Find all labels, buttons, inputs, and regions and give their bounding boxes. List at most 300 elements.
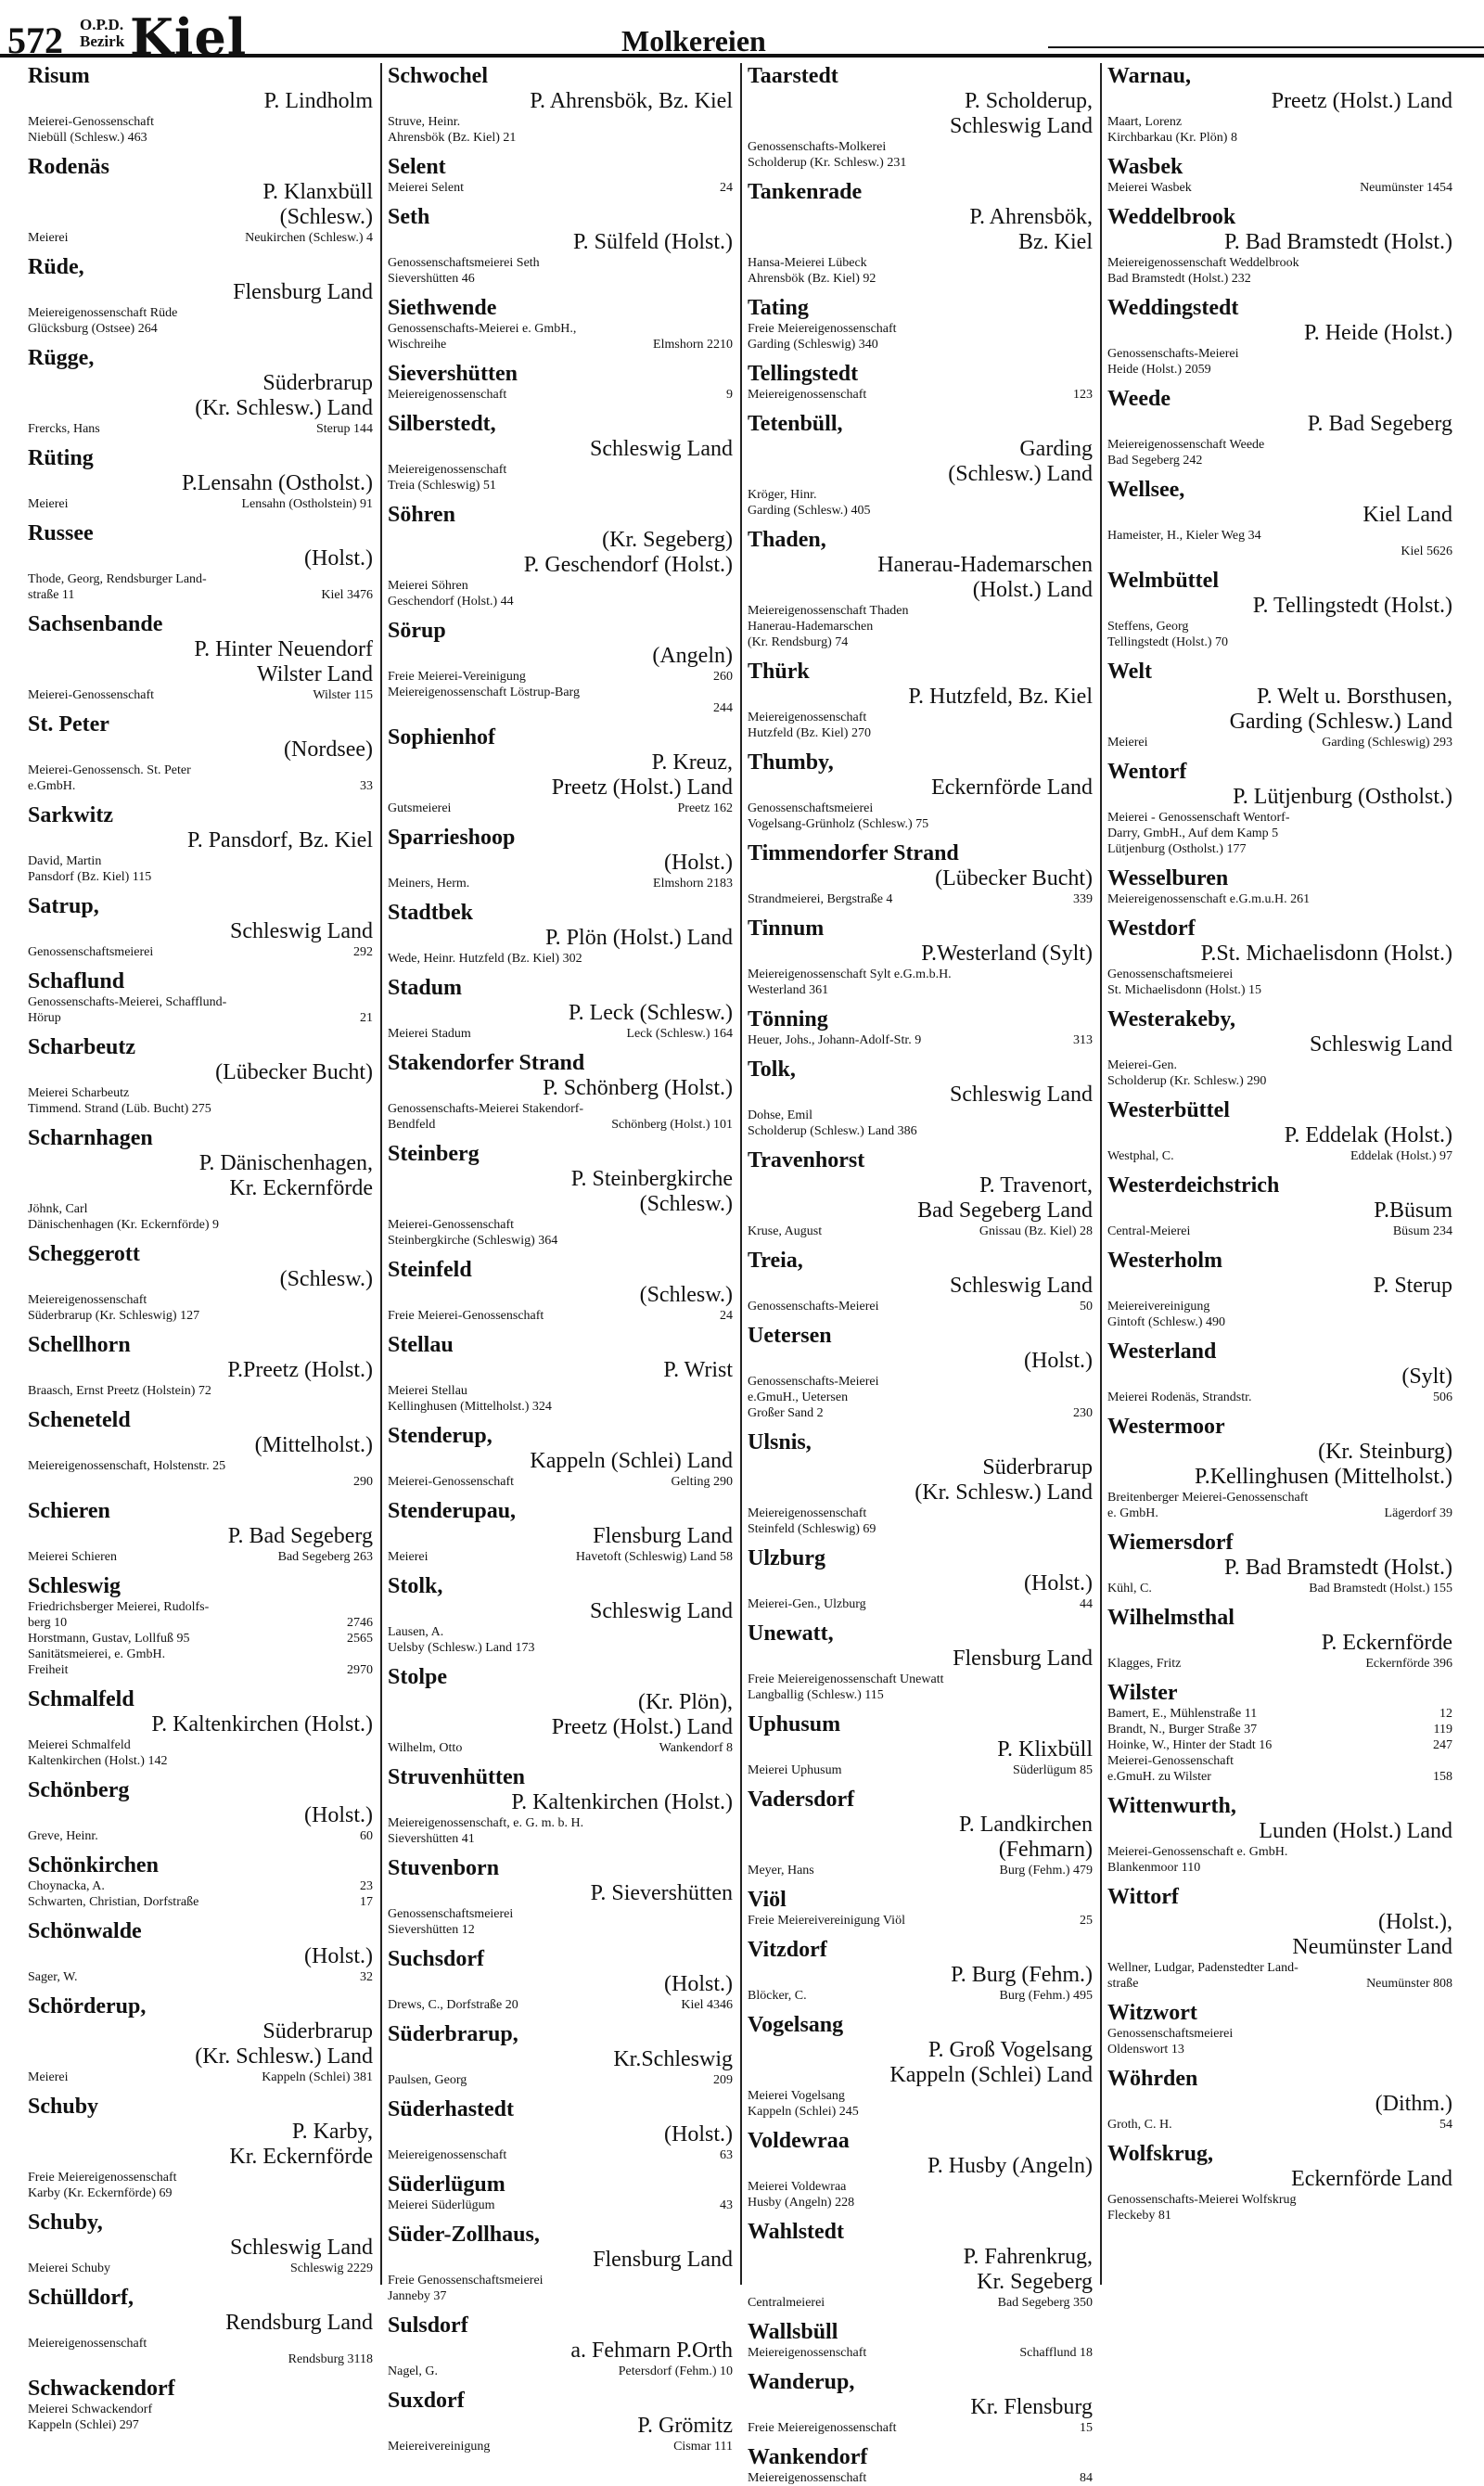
dairy-location-phone: 290 (353, 1475, 373, 1489)
directory-entry (28, 1407, 373, 1490)
postal-address: P. Grömitz (637, 2414, 733, 2438)
dairy-location-phone: Rendsburg 3118 (288, 2352, 373, 2366)
postal-address: (Schlesw.) (279, 1267, 373, 1291)
column-divider (740, 63, 742, 2285)
dairy-name: David, Martin (28, 854, 102, 868)
postal-address: (Holst.) (664, 1972, 733, 1996)
directory-entry (28, 1686, 373, 1769)
town-name: Weddingstedt (1107, 296, 1239, 320)
directory-entry (388, 63, 733, 146)
town-name: Schaflund (28, 969, 125, 993)
postal-address: Flensburg Land (593, 2248, 733, 2272)
dairy-listing (28, 1474, 373, 1490)
dairy-listing (1107, 891, 1452, 907)
dairy-name: Steinfeld (Schleswig) 69 (748, 1522, 876, 1536)
postal-address: (Lübecker Bucht) (215, 1060, 373, 1084)
dairy-listing (28, 762, 373, 778)
town-name: Westerland (1107, 1339, 1217, 1364)
dairy-name: Freie Meierei-Vereinigung (388, 670, 526, 684)
dairy-name: Meiereigenossenschaft Weede (1107, 438, 1265, 452)
dairy-name: Ahrensbök (Bz. Kiel) 21 (388, 131, 517, 145)
postal-address: Schleswig Land (230, 919, 373, 943)
postal-address: (Holst.) (664, 2122, 733, 2146)
dairy-listing (1107, 544, 1452, 559)
dairy-name: Hoinke, W., Hinter der Stadt 16 (1107, 1738, 1273, 1752)
postal-address: (Nordsee) (284, 737, 373, 762)
postal-address: Kiel Land (1362, 503, 1452, 527)
town-name: Schönkirchen (28, 1853, 159, 1877)
dairy-name: Meierei-Genossenschaft e. GmbH. (1107, 1845, 1288, 1859)
dairy-name: Niebüll (Schlesw.) 463 (28, 131, 147, 145)
dairy-name: Meierei Uphusum (748, 1763, 842, 1777)
postal-address: (Dithm.) (1375, 2092, 1452, 2116)
column-divider (1100, 63, 1102, 2285)
dairy-listing (28, 944, 373, 960)
dairy-listing (1107, 1976, 1452, 1992)
postal-address: P.Lensahn (Ostholst.) (182, 471, 373, 495)
dairy-name: Freie Meiereigenossenschaft Unewatt (748, 1672, 944, 1686)
dairy-location-phone: Garding (Schleswig) 293 (1322, 736, 1452, 750)
dairy-name: Freie Meiereigenossenschaft (28, 2171, 177, 2185)
dairy-listing (388, 1740, 733, 1756)
dairy-name: Meierei - Genossenschaft Wentorf- (1107, 811, 1290, 825)
dairy-listing (1107, 1224, 1452, 1239)
town-name: Schleswig (28, 1574, 122, 1598)
dairy-listing (388, 801, 733, 816)
directory-entry (388, 1946, 733, 2013)
dairy-listing (1107, 2208, 1452, 2223)
dairy-listing (748, 619, 1093, 634)
dairy-name: Hutzfeld (Bz. Kiel) 270 (748, 726, 871, 740)
dairy-listing (1107, 1390, 1452, 1405)
town-name: Struvenhütten (388, 1765, 526, 1789)
dairy-name: Meierei Wasbek (1107, 181, 1192, 195)
dairy-location-phone: Leck (Schlesw.) 164 (626, 1027, 733, 1041)
district-label (80, 17, 124, 50)
town-name: Schönwalde (28, 1919, 142, 1943)
postal-address: P. Groß Vogelsang (928, 2038, 1093, 2062)
postal-address: Kr. Eckernförde (229, 2145, 373, 2169)
dairy-listing (28, 1828, 373, 1844)
dairy-name: Heuer, Johs., Johann-Adolf-Str. 9 (748, 1033, 922, 1047)
town-name: Stadtbek (388, 901, 474, 925)
header-rule-double (1048, 46, 1484, 48)
postal-address: P. Wrist (663, 1358, 733, 1382)
dairy-listing (28, 2185, 373, 2201)
postal-address: P. Dänischenhagen, (198, 1151, 373, 1175)
town-name: Sachsenbande (28, 612, 163, 636)
dairy-name: Meiereivereinigung (388, 2440, 491, 2454)
directory-entry (1107, 1793, 1452, 1876)
town-name: Silberstedt, (388, 412, 496, 436)
dairy-listing (388, 478, 733, 493)
postal-address: (Mittelholst.) (254, 1433, 373, 1457)
dairy-listing (1107, 2042, 1452, 2057)
town-name: Thürk (748, 660, 810, 684)
dairy-location-phone: Lägerdorf 39 (1384, 1506, 1452, 1520)
town-name: Voldewraa (748, 2129, 850, 2153)
directory-entry (748, 2219, 1093, 2311)
postal-address: P. Kaltenkirchen (Holst.) (151, 1712, 373, 1736)
postal-address: (Sylt) (1401, 1365, 1452, 1389)
dairy-name: Meierei (28, 497, 69, 511)
dairy-listing (1107, 619, 1452, 634)
directory-entry (1107, 1006, 1452, 1089)
dairy-name: Garding (Schleswig) 340 (748, 338, 878, 352)
dairy-listing (28, 687, 373, 703)
dairy-name: Meierei Schuby (28, 2262, 111, 2275)
dairy-location-phone: 24 (720, 1309, 733, 1323)
dairy-name: Kruse, August (748, 1224, 823, 1238)
dairy-location-phone: 2746 (347, 1616, 373, 1630)
postal-address: P. Bad Bramstedt (Holst.) (1224, 1556, 1452, 1580)
dairy-name: Meiereigenossenschaft (748, 711, 867, 724)
dairy-name: Meiereigenossenschaft (748, 2346, 867, 2360)
directory-entry (388, 1423, 733, 1490)
dairy-name: (Kr. Rendsburg) 74 (748, 635, 849, 649)
dairy-name: e.GmuH. zu Wilster (1107, 1770, 1211, 1784)
column-1 (28, 63, 373, 2432)
town-name: Wilster (1107, 1681, 1178, 1705)
postal-address: Flensburg Land (593, 1524, 733, 1548)
dairy-name: Karby (Kr. Eckernförde) 69 (28, 2186, 173, 2200)
town-name: Rüting (28, 446, 94, 470)
dairy-name: Genossenschafts-Meierei e. GmbH., (388, 322, 577, 336)
postal-address: P. Sievershütten (590, 1881, 733, 1905)
dairy-listing (748, 1108, 1093, 1123)
town-name: Wittenwurth, (1107, 1794, 1236, 1818)
dairy-listing (748, 321, 1093, 337)
postal-address: (Schlesw.) (279, 205, 373, 229)
dairy-listing (388, 337, 733, 352)
directory-entry (388, 724, 733, 816)
dairy-listing (1107, 2117, 1452, 2133)
dairy-listing (1107, 967, 1452, 982)
dairy-location-phone: 25 (1080, 1914, 1093, 1928)
dairy-listing (28, 1101, 373, 1117)
dairy-name: e.GmuH., Uetersen (748, 1390, 849, 1404)
town-name: Scheneteld (28, 1408, 131, 1432)
postal-address: (Holst.) (304, 1803, 373, 1827)
dairy-listing (748, 816, 1093, 832)
dairy-name: Meierei (28, 231, 69, 245)
dairy-listing (1107, 1506, 1452, 1521)
dairy-name: Hanerau-Hademarschen (748, 620, 874, 634)
postal-address: Süderbrarup (262, 2019, 373, 2044)
town-name: Steinfeld (388, 1258, 472, 1282)
postal-address: P. Plön (Holst.) Land (544, 926, 733, 950)
directory-entry (1107, 1248, 1452, 1330)
dairy-listing (28, 421, 373, 437)
town-name: Uphusum (748, 1712, 841, 1736)
dairy-listing (28, 587, 373, 603)
town-name: Schuby, (28, 2210, 103, 2235)
postal-address: Hanerau-Hademarschen (877, 553, 1093, 577)
dairy-listing (1107, 528, 1452, 544)
dairy-name: Drews, C., Dorfstraße 20 (388, 1998, 518, 2012)
dairy-name: Meiereigenossenschaft (388, 2148, 507, 2162)
dairy-listing (28, 571, 373, 587)
directory-entry (748, 63, 1093, 171)
dairy-name: Friedrichsberger Meierei, Rudolfs- (28, 1600, 210, 1614)
dairy-listing (28, 2417, 373, 2433)
dairy-name: Janneby 37 (388, 2289, 447, 2303)
town-name: Stenderupau, (388, 1499, 517, 1523)
postal-address: P. Leck (Schlesw.) (568, 1001, 733, 1025)
dairy-name: Geschendorf (Holst.) 44 (388, 595, 514, 609)
town-name: Suchsdorf (388, 1947, 485, 1971)
dairy-listing (28, 1292, 373, 1308)
dairy-listing (1107, 1860, 1452, 1876)
dairy-listing (28, 1217, 373, 1233)
dairy-name: Meierei Scharbeutz (28, 1086, 130, 1100)
dairy-listing (28, 1308, 373, 1324)
dairy-name: Meiereigenossenschaft (28, 1293, 147, 1307)
dairy-name: Frercks, Hans (28, 422, 100, 436)
directory-entry (748, 1711, 1093, 1778)
dairy-listing (748, 1672, 1093, 1687)
dairy-listing (748, 725, 1093, 741)
dairy-listing (28, 1647, 373, 1662)
postal-address: P.St. Michaelisdonn (Holst.) (1200, 942, 1452, 966)
directory-entry (1107, 477, 1452, 559)
dairy-listing (1107, 810, 1452, 826)
dairy-name: straße 11 (28, 588, 75, 602)
dairy-listing (1107, 1656, 1452, 1672)
dairy-name: Meiereigenossenschaft, e. G. m. b. H. (388, 1816, 584, 1830)
dairy-name: Freie Meierei-Genossenschaft (388, 1309, 544, 1323)
dairy-listing (1107, 453, 1452, 468)
dairy-listing (28, 1753, 373, 1769)
dairy-name: Freie Meiereigenossenschaft (748, 2421, 897, 2435)
dairy-location-phone: Neukirchen (Schlesw.) 4 (245, 231, 373, 245)
dairy-name: Sager, W. (28, 1970, 78, 1984)
dairy-listing (748, 255, 1093, 271)
dairy-name: Meiereigenossenschaft (28, 2337, 147, 2351)
directory-entry (388, 204, 733, 287)
dairy-listing (388, 1549, 733, 1565)
directory-entry (28, 1852, 373, 1910)
dairy-name: Westerland 361 (748, 983, 829, 997)
directory-entry (28, 2376, 373, 2433)
dairy-listing (748, 1913, 1093, 1929)
dairy-name: Glücksburg (Ostsee) 264 (28, 322, 158, 336)
town-name: Schwackendorf (28, 2377, 175, 2401)
town-name: Tankenrade (748, 180, 863, 204)
header-rule (0, 54, 1484, 58)
town-name: Scheggerott (28, 1242, 140, 1266)
dairy-listing (1107, 1960, 1452, 1976)
dairy-location-phone: 63 (720, 2148, 733, 2162)
dairy-name: Fleckeby 81 (1107, 2209, 1171, 2223)
dairy-location-phone: Sterup 144 (315, 422, 373, 436)
postal-address: (Schlesw.) (639, 1283, 733, 1307)
directory-entry (28, 1777, 373, 1844)
dairy-name: Genossenschafts-Meierei, Schafflund- (28, 995, 227, 1009)
postal-address: Preetz (Holst.) Land (1271, 89, 1452, 113)
town-name: Wiemersdorf (1107, 1531, 1234, 1555)
dairy-name: Bendfeld (388, 1118, 436, 1132)
town-name: Stenderup, (388, 1424, 493, 1448)
dairy-listing (28, 1383, 373, 1399)
dairy-listing (1107, 180, 1452, 196)
directory-entry (748, 1057, 1093, 1139)
dairy-listing (748, 155, 1093, 171)
dairy-location-phone: Havetoft (Schleswig) Land 58 (575, 1550, 733, 1564)
town-name: Rodenäs (28, 155, 110, 179)
directory-entry (28, 893, 373, 960)
directory-entry (28, 1125, 373, 1233)
dairy-name: Kappeln (Schlei) 297 (28, 2418, 139, 2432)
dairy-name: Meierei Vogelsang (748, 2089, 845, 2103)
dairy-location-phone: Schafflund 18 (1019, 2346, 1093, 2360)
town-name: Stolk, (388, 1574, 443, 1598)
dairy-name: Brandt, N., Burger Straße 37 (1107, 1723, 1258, 1736)
opd-label: O.P.D. (80, 16, 124, 33)
directory-entry (748, 750, 1093, 832)
dairy-name: Freie Meiereivereinigung Viöl (748, 1914, 905, 1928)
postal-address: P. Klanxbüll (262, 180, 373, 204)
town-name: Stuvenborn (388, 1856, 500, 1880)
dairy-listing (28, 778, 373, 794)
postal-address: Eckernförde Land (931, 775, 1093, 800)
directory-entry (748, 2128, 1093, 2210)
dairy-listing (748, 603, 1093, 619)
dairy-listing (388, 1233, 733, 1249)
postal-address: Preetz (Holst.) Land (551, 775, 733, 800)
dairy-name: Genossenschafts-Meierei (1107, 347, 1239, 361)
dairy-location-phone: 44 (1080, 1597, 1093, 1611)
postal-address: a. Fehmarn P.Orth (570, 2339, 733, 2363)
postal-address: (Holst.) (1024, 1571, 1093, 1595)
directory-entry (748, 411, 1093, 519)
directory-entry (388, 2222, 733, 2304)
dairy-listing (748, 487, 1093, 503)
directory-entry (388, 1332, 733, 1415)
postal-address: Kr.Schleswig (613, 2047, 733, 2071)
directory-entry (1107, 204, 1452, 287)
dairy-listing (748, 1596, 1093, 1612)
dairy-location-phone: Lensahn (Ostholstein) 91 (241, 497, 373, 511)
dairy-listing (748, 2295, 1093, 2311)
dairy-listing (388, 1399, 733, 1415)
town-name: Schieren (28, 1499, 110, 1523)
postal-address: Neumünster Land (1292, 1935, 1452, 1959)
directory-entry (388, 1764, 733, 1847)
directory-entry (388, 295, 733, 352)
dairy-name: Lütjenburg (Ostholst.) 177 (1107, 842, 1247, 856)
dairy-listing (388, 876, 733, 891)
dairy-name: Meiereigenossenschaft (388, 388, 507, 402)
dairy-location-phone: 209 (713, 2073, 733, 2087)
town-name: Wahlstedt (748, 2220, 845, 2244)
town-name: Vitzdorf (748, 1938, 827, 1962)
town-name: Travenhorst (748, 1148, 865, 1173)
postal-address: (Holst.) (304, 546, 373, 570)
directory-entry (1107, 1339, 1452, 1405)
dairy-listing (388, 1831, 733, 1847)
dairy-listing (388, 1640, 733, 1656)
town-name: Westerholm (1107, 1249, 1222, 1273)
town-name: Sulsdorf (388, 2313, 468, 2338)
directory-entry (28, 445, 373, 512)
town-name: Wentorf (1107, 760, 1187, 784)
dairy-listing (388, 594, 733, 609)
dairy-name: Husby (Angeln) 228 (748, 2196, 855, 2210)
dairy-listing (388, 321, 733, 337)
postal-address: P. Heide (Holst.) (1304, 321, 1452, 345)
dairy-name: Meiereigenossenschaft Weddelbrook (1107, 256, 1299, 270)
town-name: Stolpe (388, 1665, 448, 1689)
dairy-name: Dänischenhagen (Kr. Eckernförde) 9 (28, 1218, 220, 1232)
directory-entry (388, 975, 733, 1042)
dairy-listing (388, 271, 733, 287)
directory-entry (1107, 386, 1452, 468)
dairy-name: Wede, Heinr. Hutzfeld (Bz. Kiel) 302 (388, 952, 582, 966)
dairy-name: Sievershütten 41 (388, 1832, 475, 1846)
postal-address: P. Lindholm (263, 89, 373, 113)
dairy-name: Langballig (Schlesw.) 115 (748, 1688, 884, 1702)
postal-address: Schleswig Land (1310, 1032, 1452, 1057)
dairy-listing (28, 130, 373, 146)
dairy-name: Genossenschaftsmeierei (388, 1907, 514, 1921)
town-name: Schönberg (28, 1778, 130, 1802)
dairy-listing (748, 1687, 1093, 1703)
dairy-listing (28, 321, 373, 337)
dairy-listing (388, 1026, 733, 1042)
dairy-name: Braasch, Ernst Preetz (Holstein) 72 (28, 1384, 211, 1398)
town-name: Wolfskrug, (1107, 2142, 1214, 2166)
dairy-location-phone: Preetz 162 (677, 801, 733, 815)
town-name: Ulsnis, (748, 1430, 812, 1454)
dairy-location-phone: 506 (1433, 1390, 1452, 1404)
postal-address: Garding (1019, 437, 1093, 461)
postal-address: Kr. Segeberg (977, 2270, 1093, 2294)
dairy-listing (748, 1374, 1093, 1390)
dairy-location-phone: Elmshorn 2210 (653, 338, 733, 352)
dairy-listing (388, 2198, 733, 2213)
dairy-listing (28, 1615, 373, 1631)
directory-entry (28, 1332, 373, 1399)
dairy-listing (28, 230, 373, 246)
dairy-name: Kröger, Hinr. (748, 488, 817, 502)
dairy-listing (388, 1815, 733, 1831)
dairy-name: Steinbergkirche (Schleswig) 364 (388, 1234, 558, 1248)
dairy-name: Meierei (388, 1550, 429, 1564)
dairy-listing (1107, 634, 1452, 650)
dairy-name: Jöhnk, Carl (28, 1202, 88, 1216)
directory-entry (748, 1147, 1093, 1239)
town-name: Weede (1107, 387, 1171, 411)
directory-entry (1107, 2141, 1452, 2223)
dairy-listing (28, 1458, 373, 1474)
dairy-name: Greve, Heinr. (28, 1829, 98, 1843)
postal-address: P. Husby (Angeln) (928, 2154, 1093, 2178)
postal-address: Kappeln (Schlei) Land (889, 2063, 1093, 2087)
dairy-listing (748, 2088, 1093, 2104)
postal-address: (Holst.) (304, 1944, 373, 1968)
town-name: St. Peter (28, 712, 109, 737)
dairy-name: Großer Sand 2 (748, 1406, 824, 1420)
dairy-listing (1107, 841, 1452, 857)
dairy-name: Genossenschafts-Meierei (748, 1375, 879, 1389)
dairy-listing (748, 634, 1093, 650)
dairy-listing (1107, 735, 1452, 750)
dairy-location-phone: Petersdorf (Fehm.) 10 (618, 2364, 733, 2378)
directory-entry (28, 154, 373, 246)
dairy-name: Dohse, Emil (748, 1108, 812, 1122)
postal-address: P. Ahrensbök, Bz. Kiel (530, 89, 733, 113)
